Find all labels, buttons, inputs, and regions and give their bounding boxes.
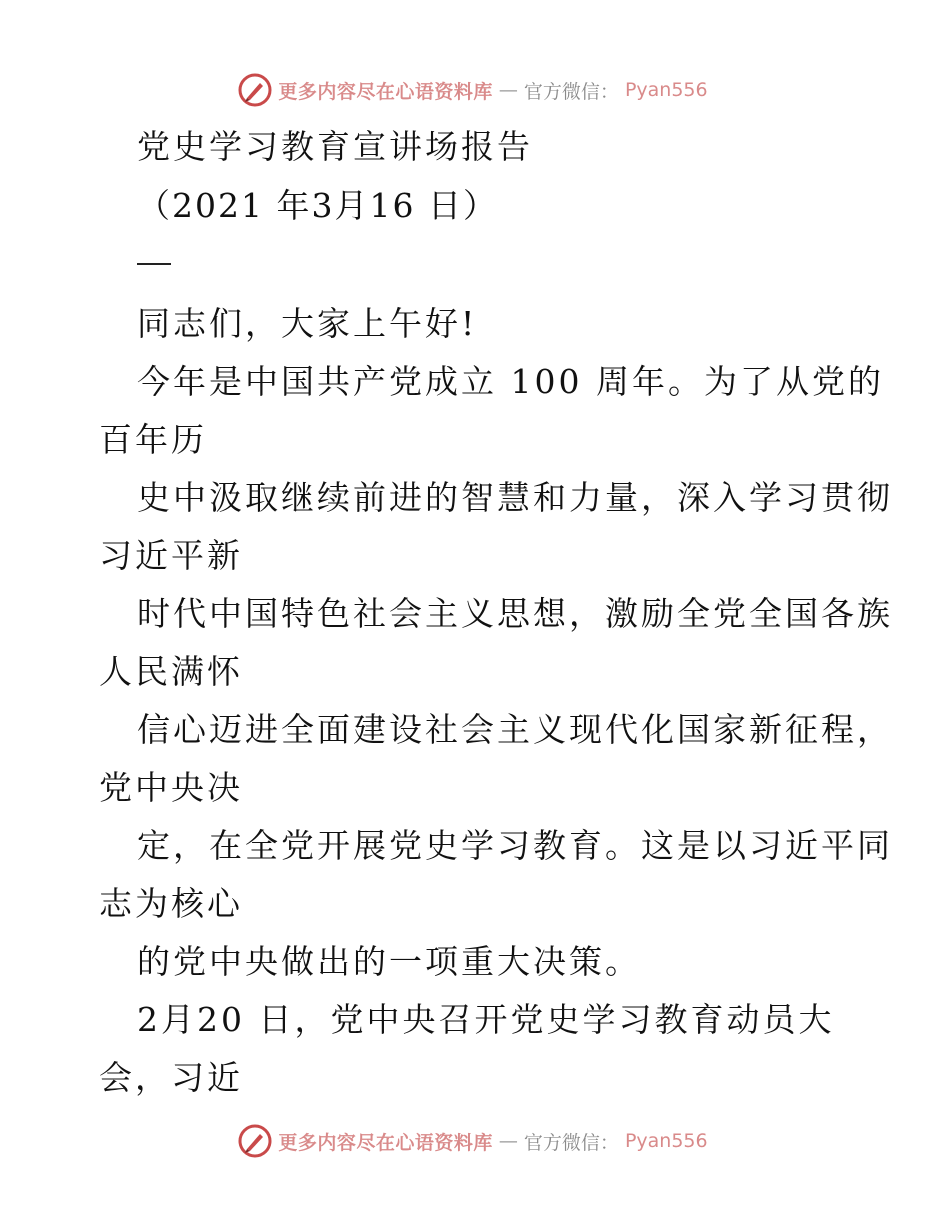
- body-line-5: 习近平新: [99, 536, 243, 575]
- body-line-2: 今年是中国共产党成立 100 周年。为了从党的: [137, 362, 884, 401]
- banner-content: [238, 73, 707, 107]
- body-line-10: 定，在全党开展党史学习教育。这是以习近平同: [137, 826, 893, 865]
- body-line-6: 时代中国特色社会主义思想，激励全党全国各族: [137, 594, 893, 633]
- banner-site-text: 更多内容尽在心语资料库: [278, 80, 493, 103]
- banner-wechat-id: Pyan556: [624, 1130, 708, 1152]
- body-line-14: 会，习近: [99, 1058, 243, 1097]
- document-date: （2021 年3月16 日）: [137, 186, 498, 225]
- body-line-11: 志为核心: [99, 884, 243, 923]
- banner-content: [238, 1124, 707, 1158]
- section-mark: [137, 263, 171, 265]
- banner-wechat-label: 官方微信：: [523, 80, 619, 103]
- banner-separator: —: [498, 79, 518, 101]
- body-line-7: 人民满怀: [99, 652, 243, 691]
- top-watermark-banner: [0, 70, 950, 110]
- body-line-1: 同志们，大家上午好!: [137, 304, 478, 343]
- document-title: 党史学习教育宣讲场报告: [137, 127, 533, 166]
- pen-logo-icon: [238, 1124, 272, 1158]
- pen-logo-icon: [238, 73, 272, 107]
- body-line-3: 百年历: [99, 420, 207, 459]
- banner-wechat-id: Pyan556: [624, 79, 708, 101]
- bottom-watermark-banner: [0, 1121, 950, 1161]
- body-line-4: 史中汲取继续前进的智慧和力量，深入学习贯彻: [137, 478, 893, 517]
- banner-site-text: 更多内容尽在心语资料库: [278, 1131, 493, 1154]
- body-line-12: 的党中央做出的一项重大决策。: [137, 942, 641, 981]
- body-line-13: 2月20 日，党中央召开党史学习教育动员大: [137, 1000, 835, 1039]
- body-line-9: 党中央决: [99, 768, 243, 807]
- banner-wechat-label: 官方微信：: [523, 1131, 619, 1154]
- body-line-8: 信心迈进全面建设社会主义现代化国家新征程，: [137, 710, 893, 749]
- banner-separator: —: [498, 1130, 518, 1152]
